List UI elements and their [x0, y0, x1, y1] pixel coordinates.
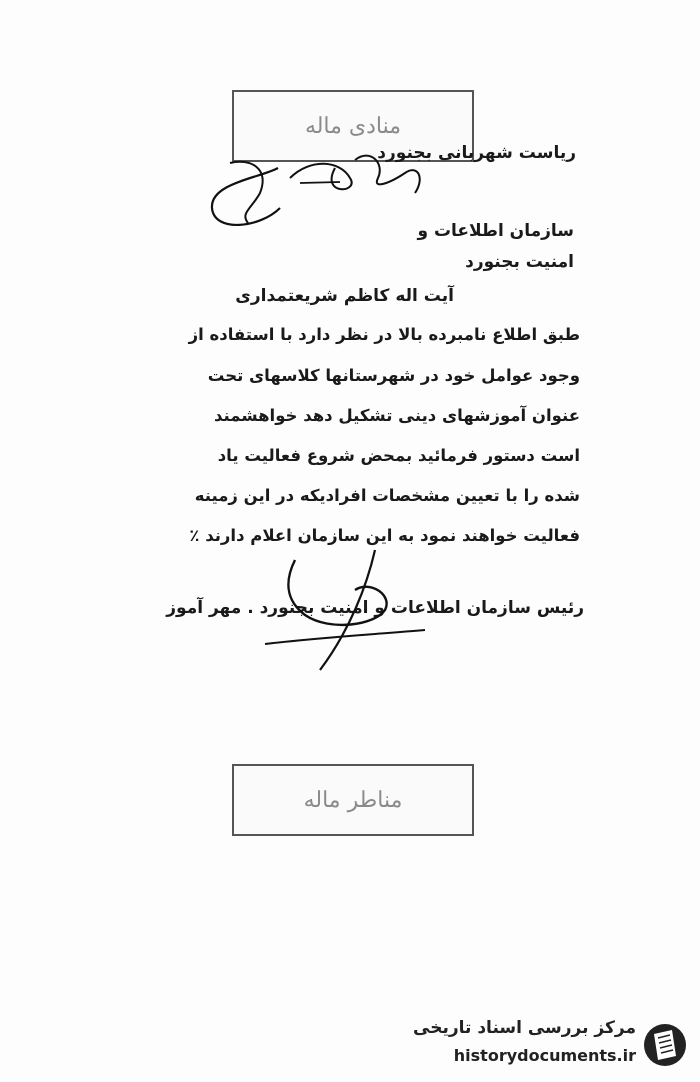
body-line: طبق اطلاع نامبرده بالا در نظر دارد با استفاده از	[188, 325, 580, 344]
addressee-line-1: ریاست شهربانی بجنورد	[377, 143, 576, 163]
body-line: است دستور فرمائید بمحض شروع فعالیت یاد	[217, 446, 580, 465]
archive-stamp-top-text: منادی ماله	[304, 113, 402, 139]
addressee-line-2: سازمان اطلاعات و	[417, 221, 574, 241]
body-line: شده را با تعیین مشخصات افرادیکه در این زمینه	[194, 486, 580, 505]
document-archive-icon	[642, 1020, 688, 1070]
body-line: وجود عوامل خود در شهرستانها کلاسهای تحت	[207, 366, 580, 385]
archive-stamp-bottom-text: مناطر ماله	[303, 787, 403, 813]
body-line: فعالیت خواهند نمود به این سازمان اعلام دارند ٪	[189, 526, 580, 545]
body-line: عنوان آموزشهای دینی تشکیل دهد خواهشمند	[214, 406, 580, 425]
archive-stamp-bottom	[232, 764, 474, 836]
watermark-url: historydocuments.ir	[453, 1046, 636, 1065]
watermark-logo	[413, 1016, 694, 1076]
subject-line: آیت اله کاظم شریعتمداری	[235, 286, 454, 306]
signature-line: رئیس سازمان اطلاعات و امنیت بجنورد . مهر آموز	[166, 598, 584, 618]
addressee-line-3: امنیت بجنورد	[465, 252, 574, 272]
watermark-title: مرکز بررسی اسناد تاریخی	[413, 1018, 636, 1038]
